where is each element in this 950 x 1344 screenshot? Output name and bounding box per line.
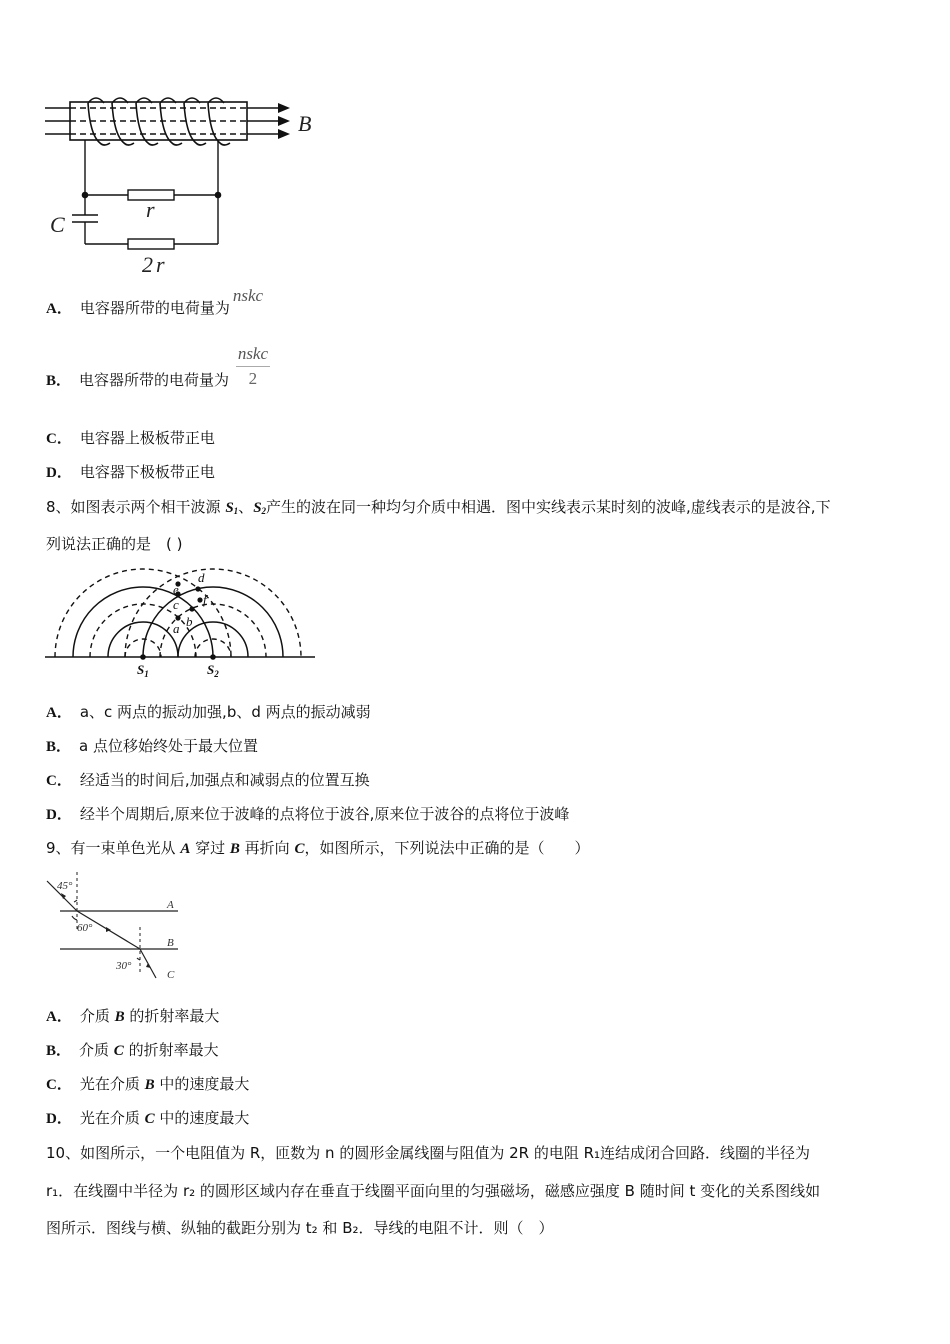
medium-label: C <box>144 1111 155 1127</box>
q9-stem <box>46 838 589 859</box>
q8-stem-line2: 列说法正确的是 ( ) <box>46 535 183 553</box>
separator: 、 <box>238 498 254 516</box>
option-text: 中的速度最大 <box>154 1109 250 1127</box>
option-math: nskc <box>232 286 264 305</box>
q8-stem-line1 <box>46 497 831 521</box>
option-letter: D． <box>46 807 72 823</box>
option-text: 光在介质 <box>79 1075 145 1093</box>
option-text: a 点位移始终处于最大位置 <box>79 737 258 755</box>
option-letter: A． <box>46 1009 72 1025</box>
medium-b: B <box>229 841 240 857</box>
option-text: 介质 <box>79 1041 114 1059</box>
fraction-denominator: 2 <box>248 369 258 388</box>
refraction-figure <box>40 872 190 987</box>
refraction-diagram <box>40 872 190 987</box>
svg-text:S1: $S_1$ <box>137 662 149 679</box>
option-text: 电容器上极板带正电 <box>79 429 215 447</box>
svg-text:b: b <box>186 614 193 629</box>
q7-option-d[interactable] <box>46 462 215 483</box>
svg-text:a: a <box>173 621 180 636</box>
option-letter: D． <box>46 465 72 481</box>
q10-stem-line3: 图所示．图线与横、纵轴的截距分别为 t₂ 和 B₂．导线的电阻不计．则（ ） <box>46 1219 554 1237</box>
q9-option-b[interactable] <box>46 1040 219 1061</box>
svg-text:C: C <box>167 969 175 981</box>
option-text: 电容器所带的电荷量为 <box>79 299 230 317</box>
q10-stem-line1 <box>46 1143 810 1163</box>
option-letter: A． <box>46 705 72 721</box>
option-letter: D． <box>46 1111 72 1127</box>
question-number: 10、 <box>46 1144 81 1162</box>
svg-text:f: f <box>203 592 207 607</box>
field-label-b: B <box>298 111 312 136</box>
resistor-r-label: r <box>146 197 155 222</box>
svg-text:A: A <box>167 899 174 911</box>
option-text: 的折射率最大 <box>124 1007 220 1025</box>
option-letter: A． <box>46 301 72 317</box>
capacitor-label: C <box>50 212 65 237</box>
option-text: 光在介质 <box>79 1109 145 1127</box>
source-s2: $S_2$ <box>253 500 267 516</box>
source-s1: $S_1$ <box>225 500 239 516</box>
question-number: 8、 <box>46 498 71 516</box>
q8-option-b[interactable] <box>46 736 258 757</box>
option-text: 的折射率最大 <box>123 1041 219 1059</box>
medium-label: B <box>114 1009 125 1025</box>
svg-text:S2: $S_2$ <box>207 662 219 679</box>
stem-text: ，如图所示，下列说法中正确的是（ ） <box>304 839 590 857</box>
q8-option-a[interactable] <box>46 702 371 723</box>
q7-option-b[interactable] <box>46 344 270 389</box>
q7-option-c[interactable] <box>46 428 215 449</box>
q8-option-c[interactable] <box>46 770 370 791</box>
fraction-numerator: nskc <box>236 344 270 367</box>
option-letter: C． <box>46 431 72 447</box>
stem-text: 如图表示两个相干波源 <box>70 498 226 516</box>
option-text: a、c 两点的振动加强,b、d 两点的振动减弱 <box>79 703 371 721</box>
angle-45: 45° <box>57 880 73 892</box>
medium-label: C <box>113 1043 124 1059</box>
wave-interference-figure <box>40 562 320 684</box>
q7-option-a[interactable] <box>46 286 264 319</box>
option-letter: B． <box>46 739 72 755</box>
svg-text:d: d <box>198 570 205 585</box>
option-text: 经适当的时间后,加强点和减弱点的位置互换 <box>79 771 370 789</box>
option-text: 电容器所带的电荷量为 <box>79 371 230 389</box>
fraction <box>236 344 270 389</box>
stem-text: 如图所示，一个电阻值为 R，匝数为 n 的圆形金属线圈与阻值为 2R 的电阻 R₁连结成闭合回路．线圈的半径为 <box>80 1144 811 1162</box>
solenoid-circuit-diagram <box>40 95 330 280</box>
option-letter: B． <box>46 373 72 389</box>
option-letter: C． <box>46 773 72 789</box>
q8-option-d[interactable] <box>46 804 569 825</box>
q10-stem-line2: r₁．在线圈中半径为 r₂ 的圆形区域内存在垂直于线圈平面向里的匀强磁场，磁感应强度 B 随时间 t 变化的关系图线如 <box>46 1182 821 1200</box>
medium-a: A <box>180 841 191 857</box>
svg-text:e: e <box>173 582 179 597</box>
option-text: 经半个周期后,原来位于波峰的点将位于波谷,原来位于波谷的点将位于波峰 <box>79 805 570 823</box>
q9-option-c[interactable] <box>46 1074 249 1095</box>
svg-text:c: c <box>173 597 179 612</box>
stem-text: 产生的波在同一种均匀介质中相遇．图中实线表示某时刻的波峰,虚线表示的是波谷,下 <box>266 498 831 516</box>
svg-text:B: B <box>167 937 174 949</box>
option-text: 介质 <box>79 1007 115 1025</box>
solenoid-circuit-figure <box>40 95 330 280</box>
stem-text: 有一束单色光从 <box>70 839 181 857</box>
option-letter: B． <box>46 1043 72 1059</box>
option-letter: C． <box>46 1077 72 1093</box>
svg-text:60°: 60° <box>77 922 93 934</box>
q9-option-d[interactable] <box>46 1108 249 1129</box>
option-text: 电容器下极板带正电 <box>79 463 215 481</box>
medium-c: C <box>294 841 305 857</box>
question-number: 9、 <box>46 839 71 857</box>
medium-label: B <box>144 1077 155 1093</box>
stem-text: 再折向 <box>239 839 295 857</box>
option-text: 中的速度最大 <box>154 1075 250 1093</box>
resistor-2r-label: 2r <box>142 252 168 277</box>
stem-text: 穿过 <box>190 839 230 857</box>
wave-interference-diagram <box>40 562 320 684</box>
q9-option-a[interactable] <box>46 1006 219 1027</box>
svg-text:30°: 30° <box>116 960 132 972</box>
